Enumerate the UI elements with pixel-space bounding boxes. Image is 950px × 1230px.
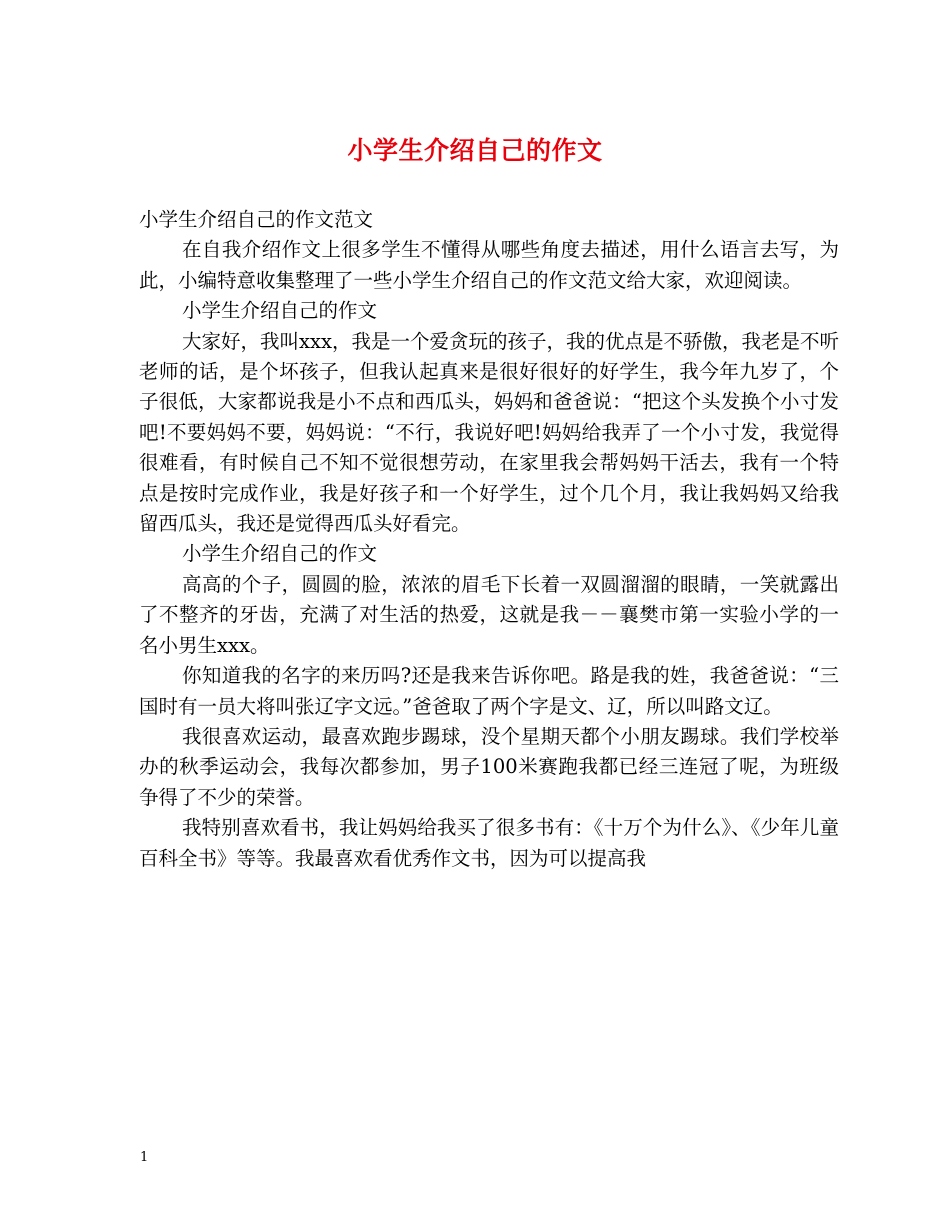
section-heading: 小学生介绍自己的作文 (182, 299, 378, 323)
document-title: 小学生介绍自己的作文 (347, 136, 603, 165)
paragraph-essay-2: 高高的个子，圆圆的脸，浓浓的眉毛下长着一双圆溜溜的眼睛，一笑就露出了不整齐的牙齿，充满了对生活的热爱，这就是我－－襄樊市第一实验小学的一名小男生xxx。 (139, 572, 839, 657)
document-body (139, 205, 839, 874)
paragraph-essay-4: 我很喜欢运动，最喜欢跑步踢球，没个星期天都个小朋友踢球。我们学校举办的秋季运动会，我每次都参加，男子100米赛跑我都已经三连冠了呢，为班级争得了不少的荣誉。 (139, 724, 839, 809)
paragraph-essay-3: 你知道我的名字的来历吗?还是我来告诉你吧。路是我的姓，我爸爸说：“三国时有一员大将叫张辽字文远。”爸爸取了两个字是文、辽，所以叫路文辽。 (139, 664, 839, 718)
paragraph-essay-1: 大家好，我叫xxx，我是一个爱贪玩的孩子，我的优点是不骄傲，我老是不听老师的话，是个坏孩子，但我认起真来是很好很好的好学生，我今年九岁了，个子很低，大家都说我是小不点和西瓜头，妈妈和爸爸说：“把这个头发换个小寸发吧!不要妈妈不要，妈妈说：“不行，我说好吧!妈妈给我弄了一个小寸发，我觉得很难看，有时候自己不知不觉很想劳动，在家里我会帮妈妈干活去，我有一个特点是按时完成作业，我是好孩子和一个好学生，过个几个月，我让我妈妈又给我留西瓜头，我还是觉得西瓜头好看完。 (139, 329, 839, 536)
section-heading: 小学生介绍自己的作文 (182, 542, 378, 566)
paragraph-subtitle: 小学生介绍自己的作文范文 (139, 208, 374, 231)
page-number: 1 (140, 1150, 149, 1165)
paragraph-essay-5: 我特别喜欢看书，我让妈妈给我买了很多书有：《十万个为什么》、《少年儿童百科全书》等等。我最喜欢看优秀作文书，因为可以提高我 (139, 816, 839, 870)
paragraph-intro: 在自我介绍作文上很多学生不懂得从哪些角度去描述，用什么语言去写，为此，小编特意收集整理了一些小学生介绍自己的作文范文给大家，欢迎阅读。 (139, 238, 839, 292)
